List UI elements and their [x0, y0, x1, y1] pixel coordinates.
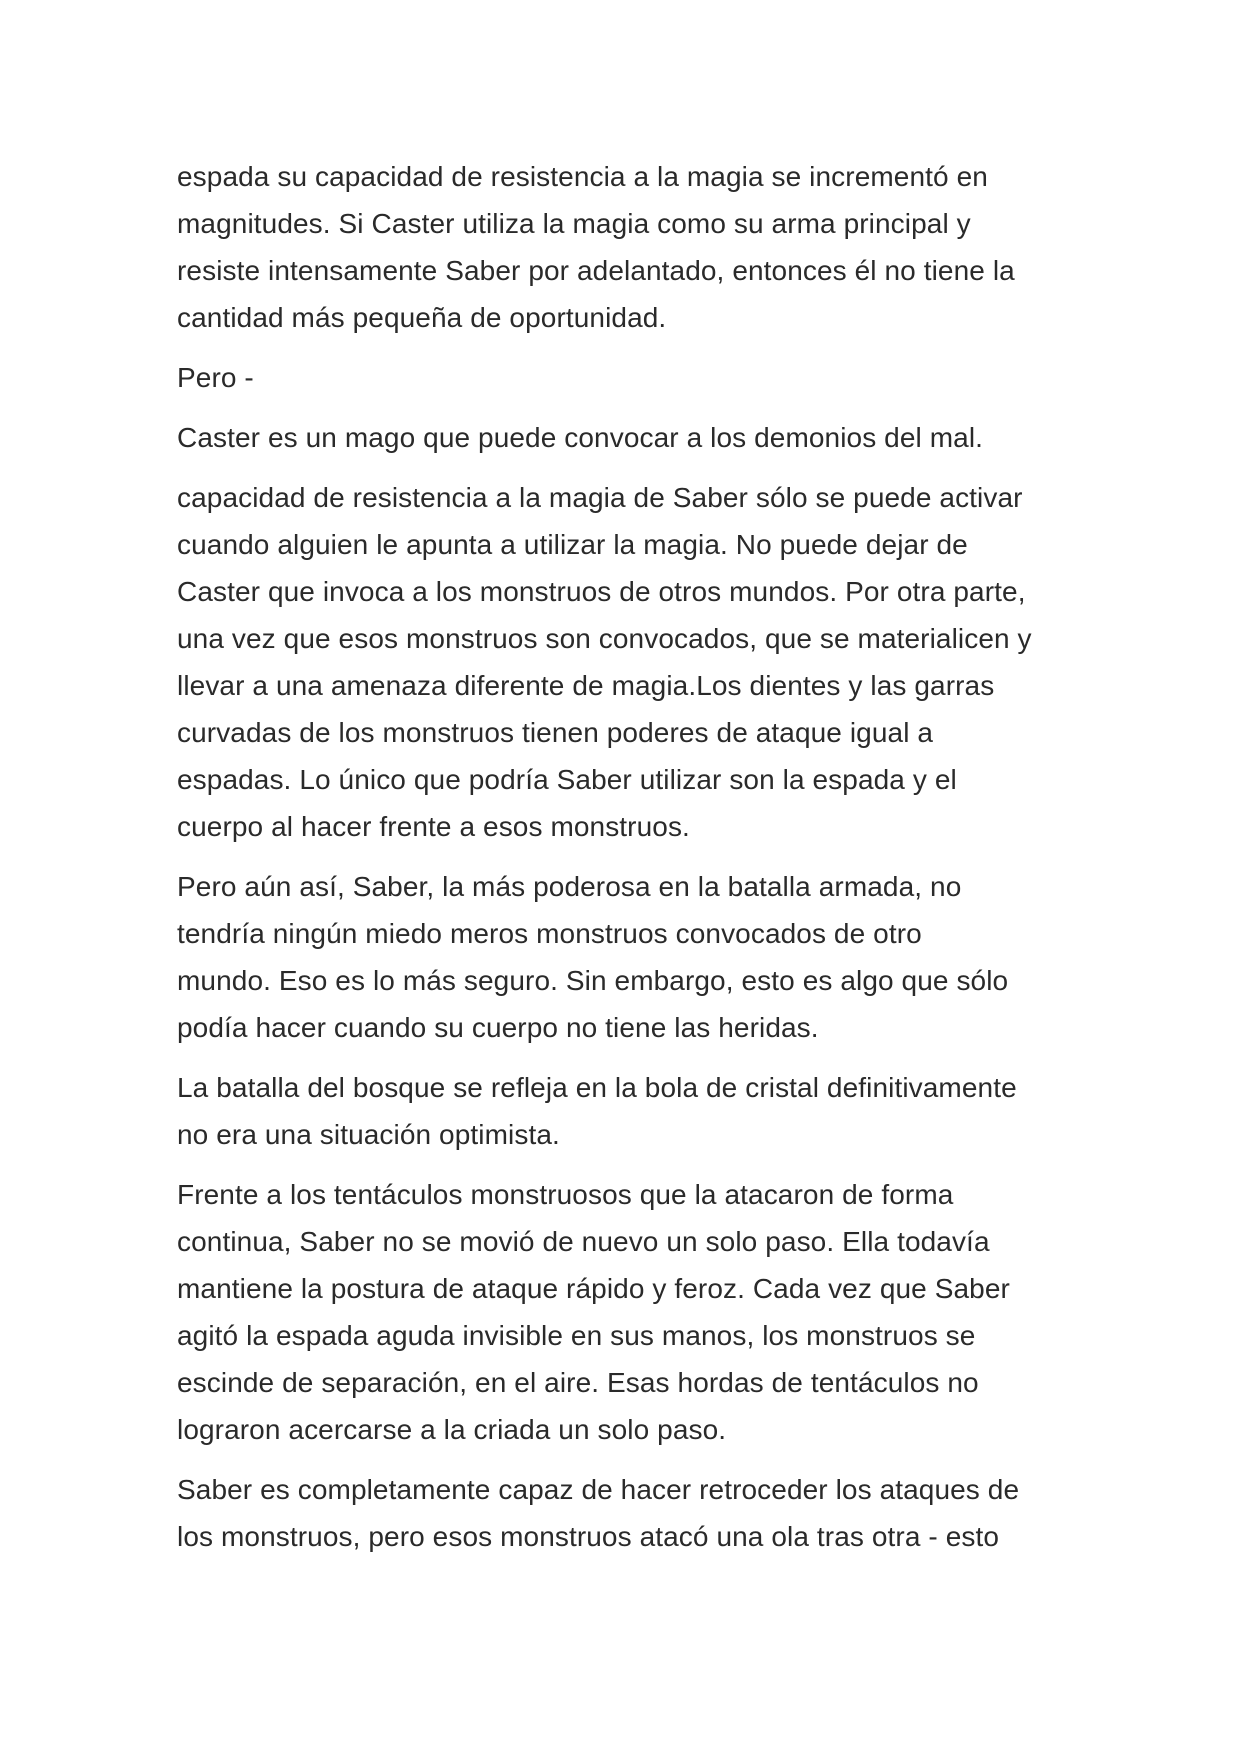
paragraph: [177, 153, 1077, 341]
text-line: cantidad más pequeña de oportunidad.: [177, 302, 667, 333]
text-line: espadas. Lo único que podría Saber utilizar son la espada y el: [177, 764, 957, 795]
text-line: podía hacer cuando su cuerpo no tiene las heridas.: [177, 1012, 819, 1043]
text-line: no era una situación optimista.: [177, 1119, 560, 1150]
text-line: mundo. Eso es lo más seguro. Sin embargo, esto es algo que sólo: [177, 965, 1009, 996]
paragraph: [177, 1466, 1077, 1560]
text-line: los monstruos, pero esos monstruos atacó una ola tras otra - esto: [177, 1521, 1000, 1552]
text-line: Caster que invoca a los monstruos de otros mundos. Por otra parte,: [177, 576, 1026, 607]
text-line: cuando alguien le apunta a utilizar la magia. No puede dejar de: [177, 529, 968, 560]
text-line: Saber es completamente capaz de hacer retroceder los ataques de: [177, 1474, 1020, 1505]
text-line: curvadas de los monstruos tienen poderes de ataque igual a: [177, 717, 934, 748]
text-line: agitó la espada aguda invisible en sus manos, los monstruos se: [177, 1320, 976, 1351]
paragraph: [177, 1064, 1077, 1158]
text-line: Frente a los tentáculos monstruosos que la atacaron de forma: [177, 1179, 954, 1210]
text-line: resiste intensamente Saber por adelantado, entonces él no tiene la: [177, 255, 1015, 286]
paragraph: [177, 474, 1077, 850]
text-line: tendría ningún miedo meros monstruos convocados de otro: [177, 918, 922, 949]
text-line: escinde de separación, en el aire. Esas hordas de tentáculos no: [177, 1367, 979, 1398]
text-line: espada su capacidad de resistencia a la magia se incrementó en: [177, 161, 988, 192]
paragraph: [177, 1171, 1077, 1453]
paragraph: [177, 863, 1077, 1051]
text-line: continua, Saber no se movió de nuevo un solo paso. Ella todavía: [177, 1226, 990, 1257]
text-line: lograron acercarse a la criada un solo paso.: [177, 1414, 727, 1445]
text-line: mantiene la postura de ataque rápido y feroz. Cada vez que Saber: [177, 1273, 1010, 1304]
paragraph: [177, 414, 1077, 461]
text-line: Pero aún así, Saber, la más poderosa en la batalla armada, no: [177, 871, 962, 902]
body-text: [177, 153, 1077, 1573]
text-line: llevar a una amenaza diferente de magia.Los dientes y las garras: [177, 670, 995, 701]
text-line: Pero -: [177, 362, 254, 393]
text-line: La batalla del bosque se refleja en la bola de cristal definitivamente: [177, 1072, 1017, 1103]
text-line: capacidad de resistencia a la magia de Saber sólo se puede activar: [177, 482, 1023, 513]
text-line: Caster es un mago que puede convocar a los demonios del mal.: [177, 422, 984, 453]
paragraph: [177, 354, 1077, 401]
text-line: cuerpo al hacer frente a esos monstruos.: [177, 811, 690, 842]
text-line: magnitudes. Si Caster utiliza la magia como su arma principal y: [177, 208, 971, 239]
text-line: una vez que esos monstruos son convocados, que se materialicen y: [177, 623, 1032, 654]
